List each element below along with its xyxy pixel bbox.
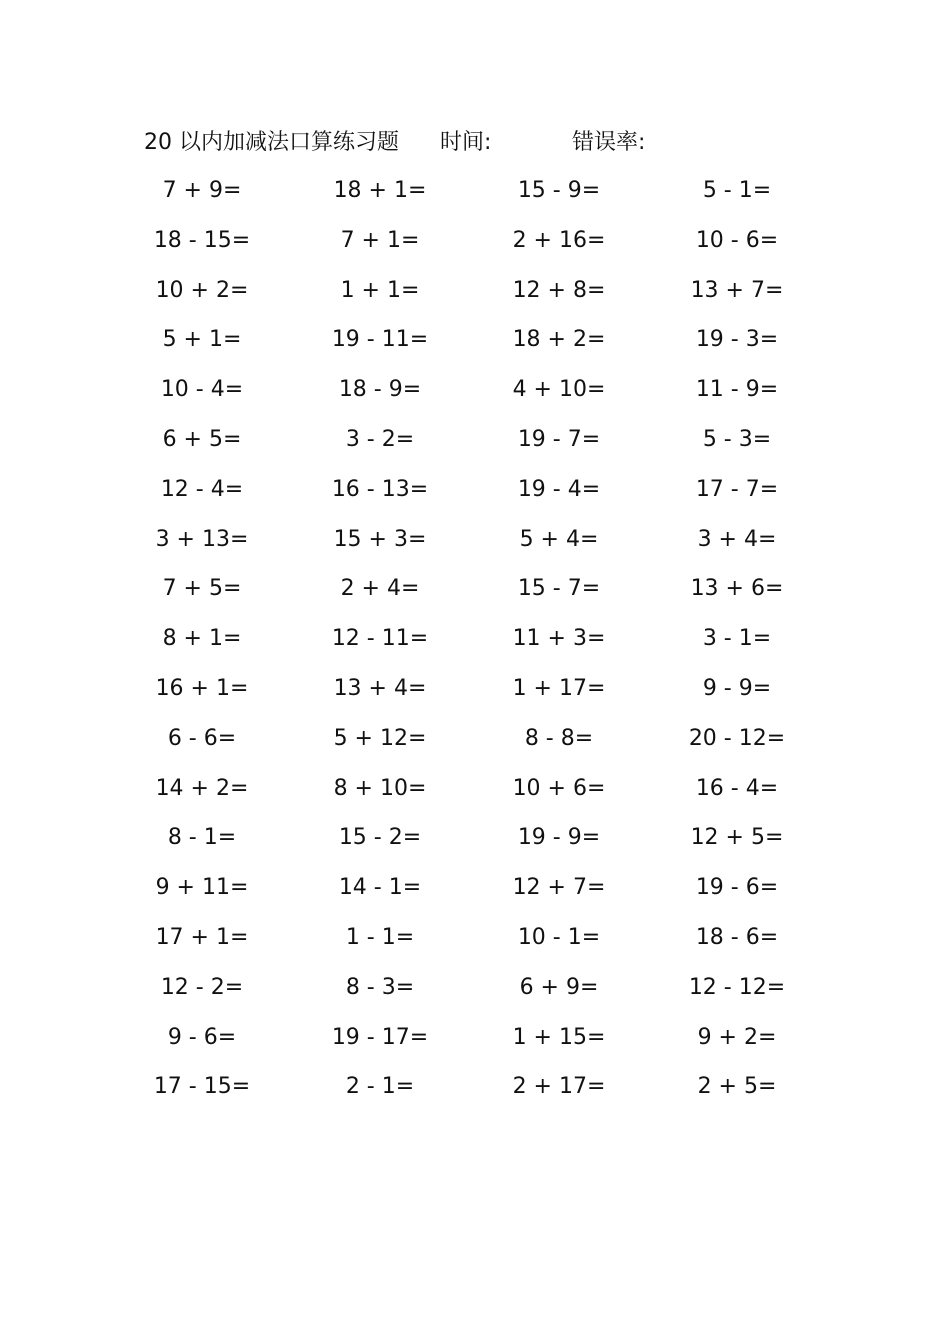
problem-item: 10 + 6= xyxy=(512,775,606,801)
problem-item: 19 - 17= xyxy=(331,1024,429,1050)
problem-item: 19 - 7= xyxy=(517,426,601,452)
problem-item: 11 - 9= xyxy=(695,377,779,403)
problem-grid xyxy=(0,173,950,1119)
problem-row xyxy=(0,273,950,323)
problem-item: 1 + 15= xyxy=(512,1024,606,1050)
problem-row xyxy=(0,522,950,572)
problem-item: 12 + 7= xyxy=(512,875,606,901)
problem-item: 19 - 3= xyxy=(695,327,779,353)
problem-item: 9 - 9= xyxy=(702,675,772,701)
problem-item: 18 - 6= xyxy=(695,924,779,950)
problem-item: 1 - 1= xyxy=(345,924,415,950)
problem-item: 8 + 1= xyxy=(162,626,242,652)
problem-item: 18 + 1= xyxy=(333,178,427,203)
problem-item: 13 + 7= xyxy=(690,277,784,303)
problem-row xyxy=(0,571,950,621)
problem-row xyxy=(0,671,950,721)
problem-item: 18 + 2= xyxy=(512,327,606,353)
problem-row xyxy=(0,322,950,372)
problem-item: 7 + 5= xyxy=(162,576,242,602)
problem-item: 6 + 5= xyxy=(162,426,242,452)
problem-item: 5 + 12= xyxy=(333,725,427,751)
problem-item: 12 - 11= xyxy=(331,626,429,652)
problem-item: 16 - 4= xyxy=(695,775,779,801)
problem-item: 3 + 13= xyxy=(155,526,249,552)
problem-item: 4 + 10= xyxy=(512,377,606,403)
problem-item: 19 - 4= xyxy=(517,476,601,502)
problem-row xyxy=(0,372,950,422)
problem-item: 19 - 6= xyxy=(695,875,779,901)
worksheet-title: 20 以内加减法口算练习题 xyxy=(144,130,399,155)
problem-item: 2 + 16= xyxy=(512,227,606,253)
problem-item: 5 + 1= xyxy=(162,327,242,353)
problem-item: 3 - 2= xyxy=(345,426,415,452)
problem-row xyxy=(0,1020,950,1070)
problem-row xyxy=(0,721,950,771)
problem-item: 9 - 6= xyxy=(167,1024,237,1050)
problem-item: 17 - 7= xyxy=(695,476,779,502)
problem-row xyxy=(0,820,950,870)
problem-item: 15 - 7= xyxy=(517,576,601,602)
problem-item: 3 + 4= xyxy=(697,526,777,552)
problem-item: 2 - 1= xyxy=(345,1074,415,1100)
problem-item: 10 - 1= xyxy=(517,924,601,950)
problem-item: 6 + 9= xyxy=(519,974,599,1000)
problem-row xyxy=(0,970,950,1020)
problem-item: 18 - 15= xyxy=(153,227,251,253)
problem-row xyxy=(0,1069,950,1119)
problem-item: 14 + 2= xyxy=(155,775,249,801)
problem-item: 14 - 1= xyxy=(338,875,422,901)
problem-item: 1 + 1= xyxy=(340,277,420,303)
problem-item: 12 - 2= xyxy=(160,974,244,1000)
problem-item: 19 - 9= xyxy=(517,825,601,851)
problem-item: 8 - 1= xyxy=(167,825,237,851)
problem-item: 3 - 1= xyxy=(702,626,772,652)
problem-item: 17 - 15= xyxy=(153,1074,251,1100)
problem-item: 18 - 9= xyxy=(338,377,422,403)
problem-item: 6 - 6= xyxy=(167,725,237,751)
problem-item: 15 - 9= xyxy=(517,178,601,203)
problem-item: 16 - 13= xyxy=(331,476,429,502)
problem-row xyxy=(0,472,950,522)
problem-item: 7 + 9= xyxy=(162,178,242,203)
problem-row xyxy=(0,621,950,671)
problem-row xyxy=(0,870,950,920)
problem-item: 16 + 1= xyxy=(155,675,249,701)
problem-item: 15 + 3= xyxy=(333,526,427,552)
problem-item: 10 - 4= xyxy=(160,377,244,403)
problem-row xyxy=(0,223,950,273)
worksheet-header xyxy=(144,126,844,160)
error-rate-label: 错误率: xyxy=(572,130,646,155)
problem-item: 5 - 1= xyxy=(702,178,772,203)
problem-item: 11 + 3= xyxy=(512,626,606,652)
problem-item: 1 + 17= xyxy=(512,675,606,701)
problem-row xyxy=(0,920,950,970)
problem-row xyxy=(0,173,950,223)
problem-item: 15 - 2= xyxy=(338,825,422,851)
problem-item: 9 + 11= xyxy=(155,875,249,901)
problem-item: 17 + 1= xyxy=(155,924,249,950)
problem-item: 5 - 3= xyxy=(702,426,772,452)
problem-item: 2 + 4= xyxy=(340,576,420,602)
problem-item: 10 - 6= xyxy=(695,227,779,253)
problem-item: 2 + 5= xyxy=(697,1074,777,1100)
problem-row xyxy=(0,422,950,472)
problem-item: 8 - 8= xyxy=(524,725,594,751)
problem-item: 13 + 6= xyxy=(690,576,784,602)
problem-item: 2 + 17= xyxy=(512,1074,606,1100)
problem-item: 20 - 12= xyxy=(688,725,786,751)
problem-row xyxy=(0,771,950,821)
problem-item: 13 + 4= xyxy=(333,675,427,701)
problem-item: 10 + 2= xyxy=(155,277,249,303)
problem-item: 19 - 11= xyxy=(331,327,429,353)
problem-item: 7 + 1= xyxy=(340,227,420,253)
problem-item: 12 - 12= xyxy=(688,974,786,1000)
problem-item: 12 + 5= xyxy=(690,825,784,851)
time-label: 时间: xyxy=(440,130,492,155)
problem-item: 8 - 3= xyxy=(345,974,415,1000)
problem-item: 12 + 8= xyxy=(512,277,606,303)
problem-item: 12 - 4= xyxy=(160,476,244,502)
problem-item: 8 + 10= xyxy=(333,775,427,801)
problem-item: 5 + 4= xyxy=(519,526,599,552)
problem-item: 9 + 2= xyxy=(697,1024,777,1050)
